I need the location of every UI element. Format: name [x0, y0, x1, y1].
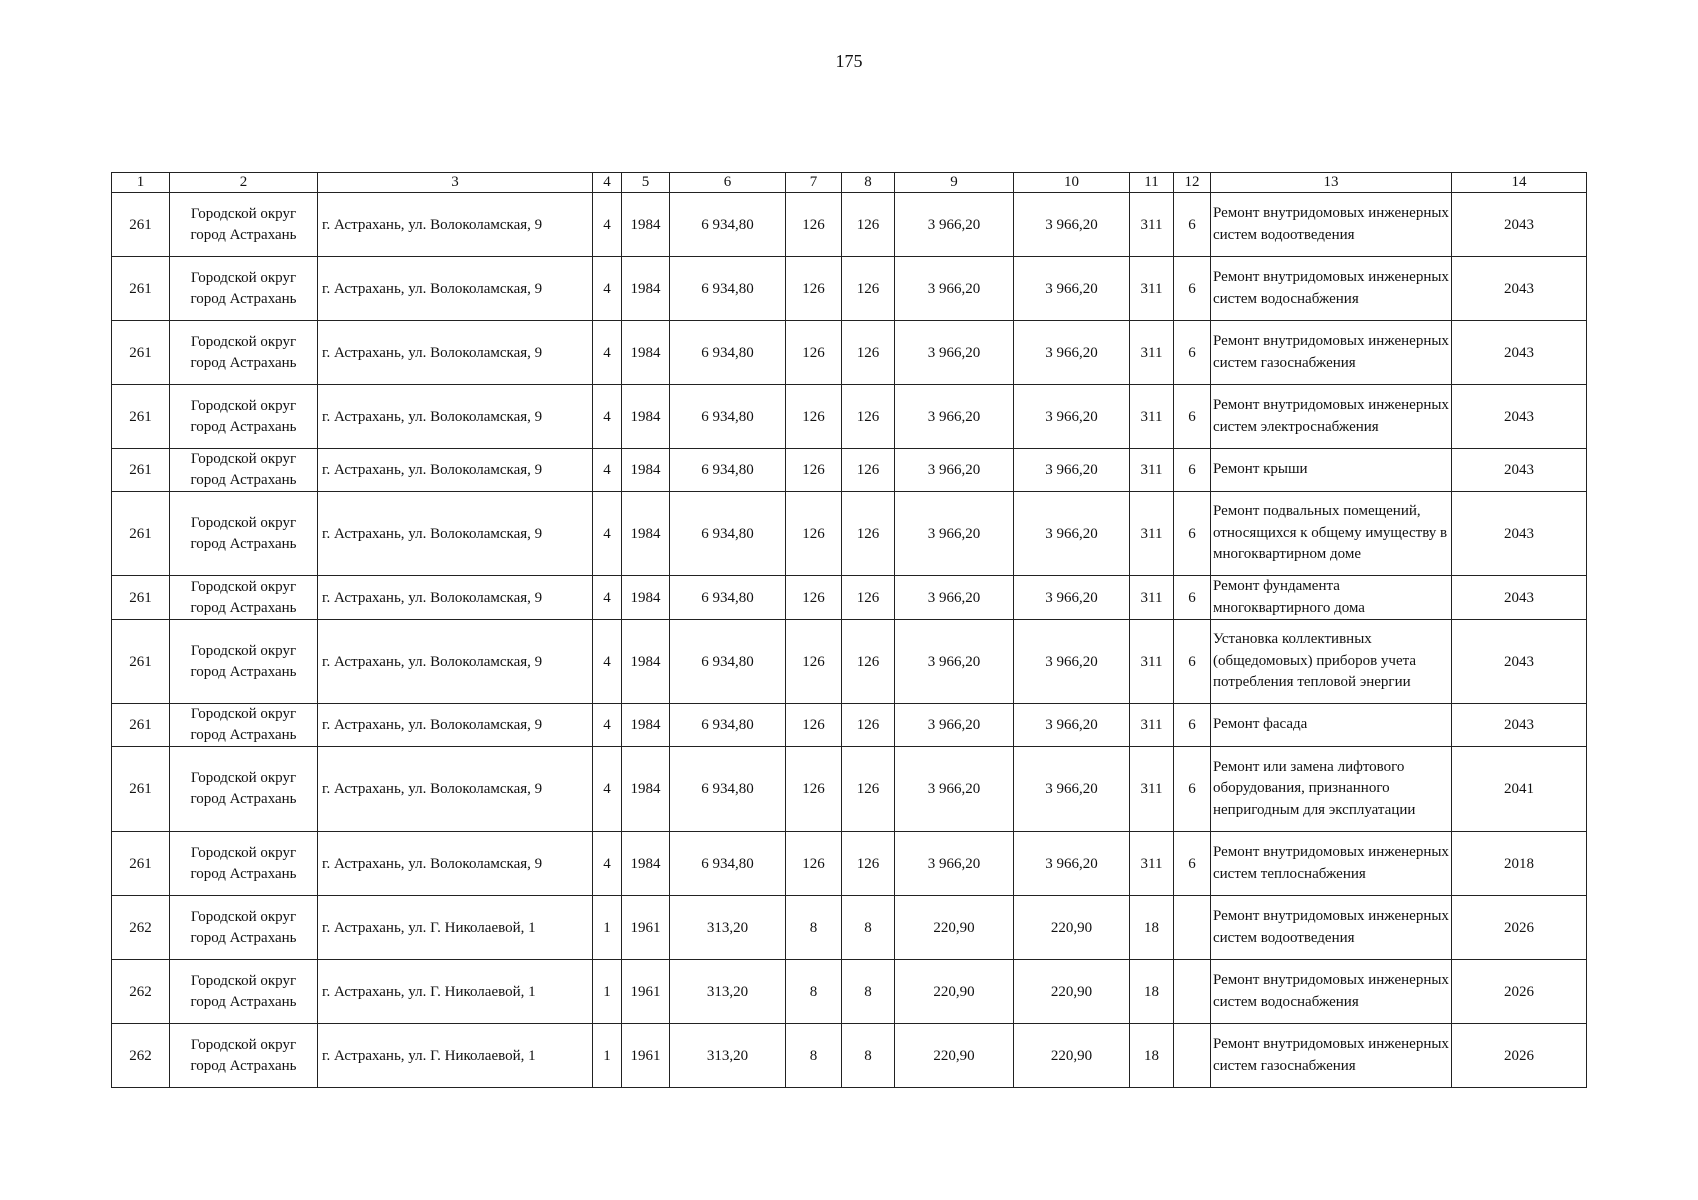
- table-cell: 4: [593, 620, 622, 704]
- table-cell: Городской округ город Астрахань: [170, 620, 318, 704]
- table-cell: 3 966,20: [1014, 193, 1130, 257]
- table-cell: 261: [112, 257, 170, 321]
- column-header: 10: [1014, 173, 1130, 193]
- table-cell: 4: [593, 704, 622, 747]
- table-cell: 3 966,20: [895, 449, 1014, 492]
- table-cell: 311: [1130, 193, 1174, 257]
- table-cell: 1984: [622, 832, 670, 896]
- table-cell: 313,20: [670, 896, 786, 960]
- table-cell: 2043: [1452, 449, 1587, 492]
- table-cell: 6 934,80: [670, 449, 786, 492]
- table-cell: 2043: [1452, 321, 1587, 385]
- table-cell: Городской округ город Астрахань: [170, 576, 318, 620]
- table-cell: 220,90: [1014, 1024, 1130, 1088]
- table-cell: 6: [1174, 704, 1211, 747]
- column-header: 4: [593, 173, 622, 193]
- table-cell: 1984: [622, 747, 670, 832]
- table-cell: Ремонт внутридомовых инженерных систем водоснабжения: [1211, 257, 1452, 321]
- table-cell: 126: [786, 385, 842, 449]
- table-cell: 2043: [1452, 704, 1587, 747]
- table-cell: 1: [593, 1024, 622, 1088]
- table-cell: Городской округ город Астрахань: [170, 1024, 318, 1088]
- table-cell: 3 966,20: [1014, 704, 1130, 747]
- table-cell: 6: [1174, 449, 1211, 492]
- table-cell: Городской округ город Астрахань: [170, 896, 318, 960]
- table-cell: г. Астрахань, ул. Волоколамская, 9: [318, 576, 593, 620]
- column-header: 12: [1174, 173, 1211, 193]
- table-cell: 311: [1130, 257, 1174, 321]
- column-header: 1: [112, 173, 170, 193]
- table-cell: 3 966,20: [895, 832, 1014, 896]
- table-cell: 311: [1130, 576, 1174, 620]
- table-cell: Ремонт подвальных помещений, относящихся к общему имуществу в многоквартирном доме: [1211, 492, 1452, 576]
- table-cell: 311: [1130, 449, 1174, 492]
- table-row: [112, 704, 1587, 747]
- table-cell: 3 966,20: [1014, 449, 1130, 492]
- table-cell: 311: [1130, 704, 1174, 747]
- table-cell: 311: [1130, 620, 1174, 704]
- table-cell: 18: [1130, 1024, 1174, 1088]
- table-cell: 126: [842, 832, 895, 896]
- table-cell: 1984: [622, 257, 670, 321]
- table-cell: [1174, 1024, 1211, 1088]
- table-cell: 4: [593, 832, 622, 896]
- column-header: 13: [1211, 173, 1452, 193]
- table-cell: 3 966,20: [895, 193, 1014, 257]
- table-cell: г. Астрахань, ул. Волоколамская, 9: [318, 747, 593, 832]
- table-cell: 3 966,20: [895, 385, 1014, 449]
- table-cell: 126: [786, 576, 842, 620]
- table-row: [112, 492, 1587, 576]
- table-cell: 6 934,80: [670, 704, 786, 747]
- table-cell: 126: [842, 620, 895, 704]
- table-cell: 6: [1174, 620, 1211, 704]
- table-cell: 261: [112, 576, 170, 620]
- table-cell: 2043: [1452, 385, 1587, 449]
- table-cell: 6 934,80: [670, 620, 786, 704]
- table-cell: Ремонт внутридомовых инженерных систем газоснабжения: [1211, 321, 1452, 385]
- table-cell: 126: [786, 704, 842, 747]
- table-cell: Ремонт или замена лифтового оборудования, признанного непригодным для эксплуатации: [1211, 747, 1452, 832]
- table-cell: 6 934,80: [670, 321, 786, 385]
- table-cell: 8: [786, 1024, 842, 1088]
- table-cell: 3 966,20: [1014, 492, 1130, 576]
- table-cell: 126: [786, 492, 842, 576]
- table-cell: 6: [1174, 492, 1211, 576]
- table-row: [112, 385, 1587, 449]
- table-cell: 126: [786, 321, 842, 385]
- table-cell: Ремонт внутридомовых инженерных систем электроснабжения: [1211, 385, 1452, 449]
- table-cell: 126: [842, 576, 895, 620]
- table-cell: Городской округ город Астрахань: [170, 449, 318, 492]
- table-cell: Городской округ город Астрахань: [170, 492, 318, 576]
- table-cell: 220,90: [1014, 960, 1130, 1024]
- table-cell: 6: [1174, 747, 1211, 832]
- table-cell: Ремонт крыши: [1211, 449, 1452, 492]
- table-row: [112, 193, 1587, 257]
- column-header: 9: [895, 173, 1014, 193]
- table-cell: 3 966,20: [895, 492, 1014, 576]
- table-cell: 1: [593, 896, 622, 960]
- table-cell: 261: [112, 449, 170, 492]
- table-cell: 3 966,20: [895, 321, 1014, 385]
- table-cell: 8: [842, 960, 895, 1024]
- table-cell: 2043: [1452, 492, 1587, 576]
- table-cell: Ремонт внутридомовых инженерных систем водоотведения: [1211, 896, 1452, 960]
- table-cell: 262: [112, 1024, 170, 1088]
- table-cell: 6 934,80: [670, 193, 786, 257]
- table-cell: г. Астрахань, ул. Волоколамская, 9: [318, 704, 593, 747]
- table-cell: 1984: [622, 321, 670, 385]
- table-cell: 2043: [1452, 620, 1587, 704]
- table-cell: 6: [1174, 576, 1211, 620]
- table-cell: 3 966,20: [1014, 620, 1130, 704]
- table-cell: 2026: [1452, 1024, 1587, 1088]
- table-cell: 6 934,80: [670, 747, 786, 832]
- table-cell: 1984: [622, 576, 670, 620]
- table-body: [112, 193, 1587, 1088]
- table-cell: 1984: [622, 492, 670, 576]
- table-cell: 126: [786, 257, 842, 321]
- table-row: [112, 620, 1587, 704]
- table-cell: г. Астрахань, ул. Волоколамская, 9: [318, 620, 593, 704]
- column-number-row: [112, 173, 1587, 193]
- table-cell: 6: [1174, 832, 1211, 896]
- table-row: [112, 960, 1587, 1024]
- table-cell: 4: [593, 747, 622, 832]
- table-cell: Ремонт внутридомовых инженерных систем водоотведения: [1211, 193, 1452, 257]
- table-cell: 6: [1174, 321, 1211, 385]
- table-cell: 126: [842, 257, 895, 321]
- table-cell: г. Астрахань, ул. Волоколамская, 9: [318, 832, 593, 896]
- table-cell: 1984: [622, 449, 670, 492]
- table-cell: 2043: [1452, 576, 1587, 620]
- table-row: [112, 832, 1587, 896]
- table-cell: 4: [593, 449, 622, 492]
- table-cell: Установка коллективных (общедомовых) приборов учета потребления тепловой энергии: [1211, 620, 1452, 704]
- table-row: [112, 321, 1587, 385]
- column-header: 7: [786, 173, 842, 193]
- table-cell: 2026: [1452, 896, 1587, 960]
- table-cell: 220,90: [895, 1024, 1014, 1088]
- table-cell: Городской округ город Астрахань: [170, 832, 318, 896]
- table-cell: 1961: [622, 960, 670, 1024]
- table-cell: 313,20: [670, 1024, 786, 1088]
- table-cell: 18: [1130, 896, 1174, 960]
- column-header: 11: [1130, 173, 1174, 193]
- table-cell: г. Астрахань, ул. Г. Николаевой, 1: [318, 960, 593, 1024]
- table-cell: Ремонт фасада: [1211, 704, 1452, 747]
- table-cell: 126: [842, 193, 895, 257]
- table-cell: Городской округ город Астрахань: [170, 193, 318, 257]
- table-cell: 261: [112, 620, 170, 704]
- table-cell: 8: [842, 1024, 895, 1088]
- table-cell: 3 966,20: [1014, 385, 1130, 449]
- table-cell: Городской округ город Астрахань: [170, 257, 318, 321]
- table-cell: 8: [786, 896, 842, 960]
- table-cell: 126: [786, 449, 842, 492]
- table-cell: 3 966,20: [895, 576, 1014, 620]
- table-cell: 2043: [1452, 193, 1587, 257]
- table-cell: 261: [112, 492, 170, 576]
- table-cell: 6: [1174, 385, 1211, 449]
- table-cell: г. Астрахань, ул. Волоколамская, 9: [318, 385, 593, 449]
- table-cell: 18: [1130, 960, 1174, 1024]
- table-cell: 2026: [1452, 960, 1587, 1024]
- table-cell: 8: [842, 896, 895, 960]
- table-cell: г. Астрахань, ул. Волоколамская, 9: [318, 449, 593, 492]
- column-header: 8: [842, 173, 895, 193]
- column-header: 14: [1452, 173, 1587, 193]
- table-cell: 3 966,20: [895, 620, 1014, 704]
- table-cell: 261: [112, 704, 170, 747]
- table-cell: г. Астрахань, ул. Волоколамская, 9: [318, 193, 593, 257]
- table-cell: 4: [593, 257, 622, 321]
- table-cell: 1: [593, 960, 622, 1024]
- table-cell: 262: [112, 896, 170, 960]
- table-cell: 4: [593, 321, 622, 385]
- repair-schedule-table: [111, 172, 1587, 1088]
- table-row: [112, 747, 1587, 832]
- table-cell: 3 966,20: [1014, 321, 1130, 385]
- table-cell: 126: [842, 321, 895, 385]
- table-cell: 261: [112, 321, 170, 385]
- table-cell: 1984: [622, 385, 670, 449]
- column-header: 2: [170, 173, 318, 193]
- table-cell: Городской округ город Астрахань: [170, 960, 318, 1024]
- column-header: 3: [318, 173, 593, 193]
- table-cell: 313,20: [670, 960, 786, 1024]
- table-cell: 6 934,80: [670, 257, 786, 321]
- table-cell: 126: [786, 747, 842, 832]
- table-cell: [1174, 960, 1211, 1024]
- table-cell: Ремонт внутридомовых инженерных систем водоснабжения: [1211, 960, 1452, 1024]
- table-cell: 8: [786, 960, 842, 1024]
- table-cell: 311: [1130, 492, 1174, 576]
- table-cell: 3 966,20: [1014, 832, 1130, 896]
- table-cell: 261: [112, 385, 170, 449]
- table-cell: Городской округ город Астрахань: [170, 704, 318, 747]
- column-header: 6: [670, 173, 786, 193]
- table-cell: 4: [593, 576, 622, 620]
- table-cell: 126: [842, 747, 895, 832]
- table-cell: г. Астрахань, ул. Г. Николаевой, 1: [318, 896, 593, 960]
- table-cell: 3 966,20: [1014, 257, 1130, 321]
- table-row: [112, 449, 1587, 492]
- table-cell: 126: [786, 832, 842, 896]
- table-cell: 311: [1130, 385, 1174, 449]
- table-cell: 1984: [622, 704, 670, 747]
- table-cell: 2018: [1452, 832, 1587, 896]
- table-cell: Городской округ город Астрахань: [170, 385, 318, 449]
- table-cell: 126: [786, 193, 842, 257]
- table-cell: 3 966,20: [1014, 576, 1130, 620]
- table-cell: 262: [112, 960, 170, 1024]
- table-cell: 3 966,20: [895, 747, 1014, 832]
- table-cell: 4: [593, 385, 622, 449]
- table-cell: 220,90: [895, 896, 1014, 960]
- table-cell: 311: [1130, 321, 1174, 385]
- table-cell: 126: [842, 704, 895, 747]
- table-cell: Городской округ город Астрахань: [170, 747, 318, 832]
- table-cell: 6 934,80: [670, 492, 786, 576]
- table-cell: 1984: [622, 193, 670, 257]
- table-cell: 126: [786, 620, 842, 704]
- table-cell: 220,90: [895, 960, 1014, 1024]
- table-cell: 3 966,20: [895, 257, 1014, 321]
- table-cell: 261: [112, 747, 170, 832]
- table-cell: 4: [593, 492, 622, 576]
- table-cell: [1174, 896, 1211, 960]
- table-row: [112, 896, 1587, 960]
- table-cell: 1961: [622, 1024, 670, 1088]
- table-cell: 6: [1174, 257, 1211, 321]
- table-cell: 2041: [1452, 747, 1587, 832]
- table-cell: Ремонт внутридомовых инженерных систем газоснабжения: [1211, 1024, 1452, 1088]
- table-cell: 311: [1130, 832, 1174, 896]
- table-row: [112, 576, 1587, 620]
- table-cell: 2043: [1452, 257, 1587, 321]
- table-cell: Ремонт фундамента многоквартирного дома: [1211, 576, 1452, 620]
- table-cell: 3 966,20: [895, 704, 1014, 747]
- table-cell: 126: [842, 385, 895, 449]
- table-cell: 1984: [622, 620, 670, 704]
- table-cell: 3 966,20: [1014, 747, 1130, 832]
- page-number: 175: [835, 51, 863, 71]
- table-row: [112, 1024, 1587, 1088]
- table-cell: г. Астрахань, ул. Волоколамская, 9: [318, 321, 593, 385]
- table-cell: г. Астрахань, ул. Г. Николаевой, 1: [318, 1024, 593, 1088]
- column-header: 5: [622, 173, 670, 193]
- table-cell: 6 934,80: [670, 832, 786, 896]
- table-cell: 126: [842, 492, 895, 576]
- table-cell: 4: [593, 193, 622, 257]
- table-row: [112, 257, 1587, 321]
- table-cell: 6 934,80: [670, 385, 786, 449]
- table-cell: 261: [112, 193, 170, 257]
- table-cell: 220,90: [1014, 896, 1130, 960]
- table-cell: 261: [112, 832, 170, 896]
- table-cell: 6 934,80: [670, 576, 786, 620]
- table-cell: 1961: [622, 896, 670, 960]
- table-cell: 311: [1130, 747, 1174, 832]
- table-cell: 6: [1174, 193, 1211, 257]
- table-cell: Ремонт внутридомовых инженерных систем теплоснабжения: [1211, 832, 1452, 896]
- table-cell: г. Астрахань, ул. Волоколамская, 9: [318, 492, 593, 576]
- table-cell: Городской округ город Астрахань: [170, 321, 318, 385]
- table-cell: г. Астрахань, ул. Волоколамская, 9: [318, 257, 593, 321]
- table-cell: 126: [842, 449, 895, 492]
